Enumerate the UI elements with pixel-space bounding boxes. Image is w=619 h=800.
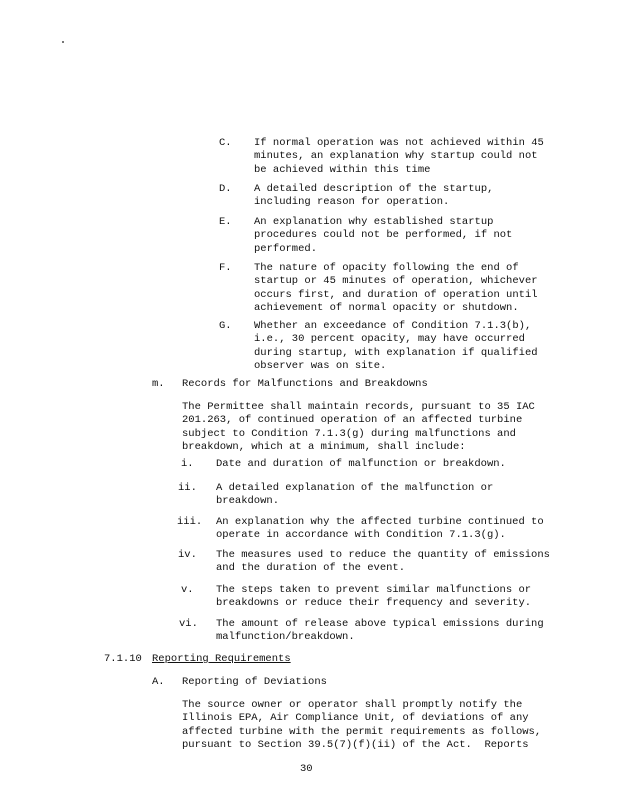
item-line: The nature of opacity following the end of [254, 262, 519, 274]
item-line: procedures could not be performed, if not [254, 229, 513, 242]
item-line: malfunction/breakdown. [216, 631, 355, 644]
item-line: breakdown. [216, 495, 280, 508]
item-line: Date and duration of malfunction or breakdown. [216, 458, 506, 470]
item-line: and the duration of the event. [216, 562, 406, 575]
item-line: observer was on site. [254, 359, 387, 372]
section-m-marker: m. [152, 378, 165, 390]
item-line: operate in accordance with Condition 7.1.3(g). [216, 529, 506, 542]
item-line: Whether an exceedance of Condition 7.1.3(b), [254, 320, 532, 332]
item-line: A detailed explanation of the malfunction or [216, 482, 494, 494]
body-line: The source owner or operator shall promptly notify the [182, 699, 523, 711]
scan-speck [62, 41, 64, 43]
section-heading: Reporting Requirements [152, 653, 291, 665]
item-line: startup or 45 minutes of operation, whichever [254, 275, 538, 288]
item-line: An explanation why the affected turbine continued to [216, 516, 544, 528]
item-marker: ii. [178, 482, 197, 494]
item-line: be achieved within this time [254, 163, 431, 176]
intro-line: subject to Condition 7.1.3(g) during malfunctions and [182, 427, 516, 440]
item-marker: iii. [177, 516, 203, 528]
item-line: The steps taken to prevent similar malfunctions or [216, 584, 532, 596]
item-marker: G. [219, 320, 232, 332]
item-line: achievement of normal opacity or shutdown. [254, 301, 519, 314]
section-m-heading: Records for Malfunctions and Breakdowns [182, 378, 428, 390]
body-line: affected turbine with the permit requirements as follows, [182, 725, 542, 738]
body-line: pursuant to Section 39.5(7)(f)(ii) of the Act. Reports [182, 738, 529, 751]
item-line: minutes, an explanation why startup could not [254, 150, 538, 163]
item-marker: iv. [178, 549, 197, 561]
page-number: 30 [300, 763, 313, 775]
item-line: breakdowns or reduce their frequency and severity. [216, 597, 532, 610]
item-line: The measures used to reduce the quantity of emissions [216, 549, 550, 561]
section-number: 7.1.10 [104, 653, 142, 665]
intro-line: breakdown, which at a minimum, shall include: [182, 440, 466, 453]
item-marker: D. [219, 183, 232, 195]
item-line: i.e., 30 percent opacity, may have occurred [254, 333, 525, 346]
item-line: If normal operation was not achieved within 45 [254, 137, 544, 149]
intro-line: The Permittee shall maintain records, pursuant to 35 IAC [182, 401, 535, 413]
item-line: performed. [254, 242, 318, 255]
intro-line: 201.263, of continued operation of an affected turbine [182, 414, 523, 427]
item-marker: vi. [179, 618, 198, 630]
item-line: occurs first, and duration of operation until [254, 288, 538, 301]
item-line: during startup, with explanation if qualified [254, 346, 538, 359]
body-line: Illinois EPA, Air Compliance Unit, of deviations of any [182, 712, 529, 725]
item-line: An explanation why established startup [254, 216, 494, 228]
subsection-heading: Reporting of Deviations [182, 676, 327, 688]
item-marker: E. [219, 216, 232, 228]
item-line: A detailed description of the startup, [254, 183, 494, 195]
item-marker: v. [181, 584, 194, 596]
item-marker: C. [219, 137, 232, 149]
item-line: The amount of release above typical emissions during [216, 618, 544, 630]
item-line: including reason for operation. [254, 196, 450, 209]
item-marker: i. [181, 458, 194, 470]
item-marker: F. [219, 262, 232, 274]
subsection-marker: A. [152, 676, 165, 688]
